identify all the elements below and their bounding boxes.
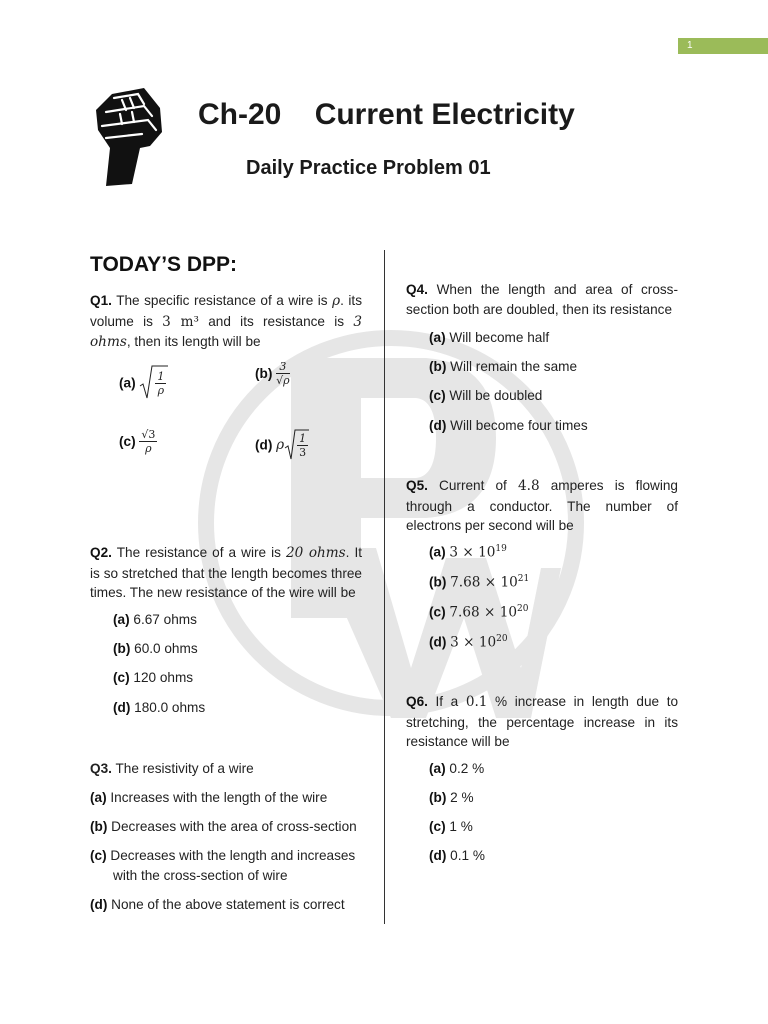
q3-option-d[interactable] (90, 895, 363, 915)
question-1-text: and its resistance is (208, 313, 345, 329)
option-label: (a) (90, 790, 107, 805)
resistance-value: 20 ohms (285, 545, 346, 561)
option-text: None of the above statement is correct (111, 897, 345, 912)
option-text: 60.0 ohms (134, 641, 198, 656)
fraction-denominator: ρ (145, 442, 152, 455)
option-text: Decreases with the length and increases with the cross-section of wire (110, 848, 356, 883)
q4-option-b[interactable] (429, 359, 577, 374)
option-label: (d) (429, 634, 447, 650)
option-label: (a) (429, 330, 446, 345)
option-text: Increases with the length of the wire (110, 790, 328, 805)
option-text: Decreases with the area of cross-section (111, 819, 357, 834)
q3-option-a[interactable] (90, 788, 363, 808)
q2-option-a[interactable] (113, 612, 197, 627)
option-label: (a) (113, 612, 130, 627)
fraction-numerator: 1 (157, 369, 165, 383)
option-label: (b) (429, 790, 447, 805)
option-text: Will be doubled (449, 388, 543, 403)
percentage-value: 0.1 (465, 694, 488, 710)
option-mantissa: 3 × 10 (450, 634, 497, 651)
question-1-text: . its volume is (90, 293, 362, 329)
option-text: 120 ohms (133, 670, 194, 685)
option-label: (c) (429, 819, 446, 834)
option-label: (c) (429, 388, 446, 403)
option-exponent: 20 (496, 634, 508, 644)
q1-option-c[interactable] (119, 428, 157, 455)
question-2-text: . It is so stretched that the length becomes three times. The new resistance of the wire will be (90, 545, 363, 600)
option-label: (b) (429, 359, 447, 374)
option-exponent: 19 (495, 544, 507, 554)
question-6-text: If a (435, 694, 459, 709)
q4-option-c[interactable] (429, 388, 542, 403)
option-label: (b) (90, 819, 108, 834)
option-label: (d) (255, 437, 273, 453)
question-4-text: When the length and area of cross-section both are doubled, then its resistance (406, 282, 679, 317)
option-text: 0.1 % (450, 848, 485, 863)
option-text: Will become half (449, 330, 550, 345)
option-label: (d) (429, 848, 447, 863)
q6-option-c[interactable] (429, 819, 473, 834)
document-title: Ch-20 Current Electricity (198, 98, 575, 131)
question-2-text: The resistance of a wire is (116, 545, 281, 560)
option-mantissa: 7.68 × 10 (449, 604, 518, 621)
question-5 (406, 476, 678, 536)
q2-option-c[interactable] (113, 670, 193, 685)
question-3 (90, 759, 362, 779)
q5-option-a[interactable] (429, 544, 507, 561)
option-exponent: 21 (517, 574, 530, 584)
q2-option-b[interactable] (113, 641, 198, 656)
question-1-text: , then its length will be (126, 334, 261, 349)
option-label: (c) (90, 848, 107, 863)
fraction-numerator: 3 (276, 360, 289, 374)
option-text: 2 % (450, 790, 474, 805)
option-text: 6.67 ohms (133, 612, 197, 627)
rho-symbol: ρ (332, 293, 341, 309)
option-text: Will become four times (450, 418, 588, 433)
q5-option-c[interactable] (429, 604, 528, 621)
question-1-label: Q1. (90, 293, 112, 308)
option-label: (c) (113, 670, 130, 685)
q3-option-b[interactable] (90, 817, 363, 837)
question-3-label: Q3. (90, 761, 112, 776)
option-text: 180.0 ohms (134, 700, 206, 715)
question-3-text: The resistivity of a wire (115, 761, 254, 776)
question-6-label: Q6. (406, 694, 428, 709)
fraction-numerator: √3 (141, 428, 156, 441)
option-mantissa: 7.68 × 10 (450, 574, 518, 591)
q2-option-d[interactable] (113, 700, 205, 715)
q4-option-a[interactable] (429, 330, 549, 345)
q6-option-d[interactable] (429, 848, 485, 863)
option-label: (a) (429, 544, 446, 560)
option-label: (c) (429, 604, 446, 620)
question-6 (406, 692, 678, 752)
question-5-label: Q5. (406, 478, 428, 493)
question-4-label: Q4. (406, 282, 428, 297)
question-2-label: Q2. (90, 545, 112, 560)
question-6-text: % increase in length due to stretching, the percentage increase in its resistance will be (406, 694, 679, 749)
q5-option-b[interactable] (429, 574, 529, 591)
option-label: (d) (429, 418, 447, 433)
current-value: 4.8 (517, 478, 540, 494)
option-text: 0.2 % (449, 761, 485, 776)
q1-option-b[interactable] (255, 360, 290, 387)
fraction-denominator: ρ (157, 383, 165, 397)
fraction-denominator: 3 (299, 445, 307, 459)
q5-option-d[interactable] (429, 634, 508, 651)
option-exponent: 20 (517, 604, 529, 614)
option-label: (a) (429, 761, 446, 776)
sqrt-sign: √ (276, 374, 284, 387)
fist-logo-icon (92, 86, 164, 186)
option-mantissa: 3 × 10 (449, 544, 496, 561)
q6-option-a[interactable] (429, 761, 484, 776)
fraction-denominator: ρ (283, 374, 290, 387)
q4-option-d[interactable] (429, 418, 588, 433)
option-text: Will remain the same (450, 359, 578, 374)
column-divider (384, 250, 385, 924)
resistance-value: 3 ohms (90, 313, 362, 350)
option-label: (b) (429, 574, 447, 590)
fraction-numerator: 1 (299, 431, 307, 445)
option-label: (a) (119, 375, 136, 391)
option-label: (c) (119, 434, 136, 449)
page-number-badge: 1 (678, 38, 768, 54)
option-text: 1 % (449, 819, 473, 834)
option-label: (b) (113, 641, 131, 656)
q6-option-b[interactable] (429, 790, 474, 805)
option-label: (d) (90, 897, 108, 912)
section-title: TODAY’S DPP: (90, 253, 238, 276)
question-1-text: The specific resistance of a wire is (116, 293, 328, 308)
question-2 (90, 543, 362, 603)
question-4 (406, 280, 678, 319)
q1-option-a[interactable] (119, 364, 166, 402)
option-label: (b) (255, 366, 273, 381)
question-5-text: Current of (439, 478, 507, 493)
rho-symbol: ρ (276, 437, 285, 453)
q3-option-c[interactable] (90, 846, 363, 885)
volume-value: 3 m³ (162, 313, 199, 330)
question-5-text: amperes is flowing through a conductor. The number of electrons per second will be (406, 478, 678, 533)
question-1 (90, 291, 362, 353)
document-subtitle: Daily Practice Problem 01 (246, 157, 491, 179)
q1-option-d[interactable] (255, 428, 308, 462)
option-label: (d) (113, 700, 131, 715)
